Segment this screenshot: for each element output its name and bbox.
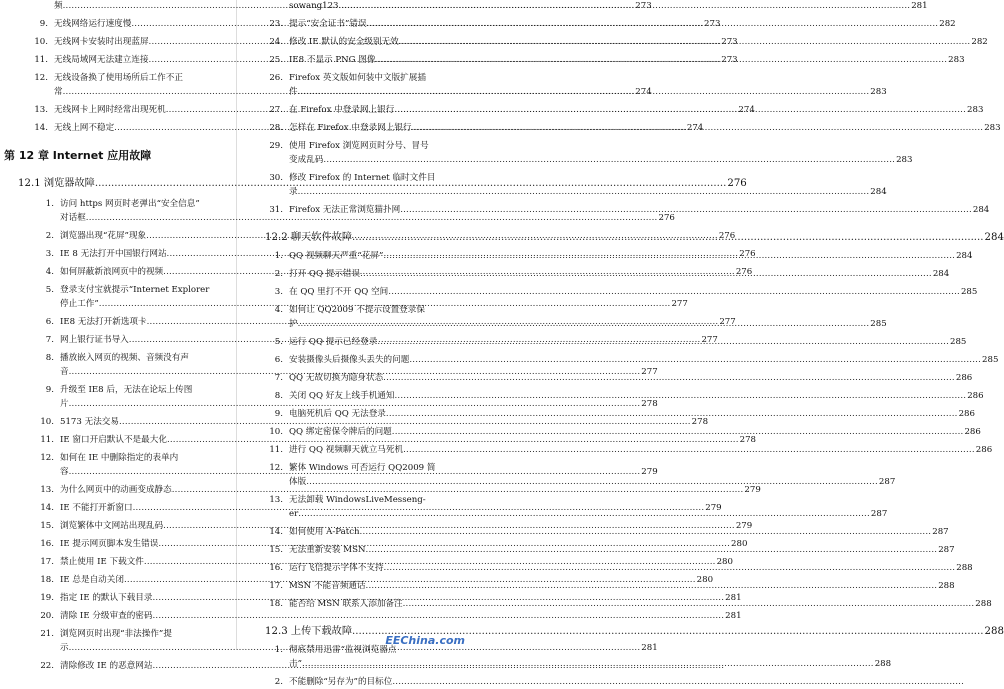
- toc-entry-title: 停止工作”: [60, 299, 99, 309]
- leader-dots: [360, 525, 932, 539]
- toc-entry-title: 如何让 QQ2009 不提示设置登录保: [289, 305, 425, 315]
- toc-entry-page: 286: [975, 445, 993, 455]
- toc-entry-page: 280: [716, 557, 733, 567]
- leader-dots: [400, 203, 972, 217]
- toc-entry-title: 音: [60, 367, 69, 377]
- toc-entry-title: 片: [60, 399, 69, 409]
- toc-entry-number: 3.: [45, 249, 54, 259]
- leader-dots: [392, 675, 964, 689]
- toc-entry-page: 283: [870, 87, 887, 97]
- leader-dots: [388, 285, 960, 299]
- toc-entry-title: 浏览器出现“花屏”现象: [60, 231, 147, 241]
- toc-entry-page: 283: [896, 155, 913, 165]
- toc-entry-number: 19.: [40, 593, 54, 603]
- toc-entry-title: 禁止使用 IE 下载文件: [60, 557, 144, 567]
- toc-entry-title: IE 8 无法打开中国银行网站: [60, 249, 167, 259]
- toc-entry-number: 25.: [269, 55, 283, 65]
- leader-dots: [392, 425, 964, 439]
- toc-entry-number: 21.: [40, 629, 54, 639]
- toc-entry-number: 12.: [40, 453, 54, 463]
- leader-dots: [323, 153, 895, 167]
- leader-dots: [298, 507, 870, 521]
- toc-entry-number: 24.: [269, 37, 283, 47]
- toc-entry-page: 285: [870, 319, 887, 329]
- toc-entry-title: 在 Firefox 中登录网上银行: [289, 105, 395, 115]
- leader-dots: [386, 407, 958, 421]
- toc-entry-page: 281: [725, 593, 742, 603]
- toc-entry-number: 17.: [40, 557, 54, 567]
- toc-entry-number: 6.: [45, 317, 54, 327]
- leader-dots: [367, 17, 939, 31]
- toc-entry-title: 关闭 QQ 好友上线手机通知: [289, 391, 395, 401]
- toc-entry-title: 彻底禁用迅雷“监视浏览器点: [289, 645, 397, 655]
- toc-entry-title: IE 总是自动关闭: [60, 575, 124, 585]
- toc-entry-page: 282: [939, 19, 956, 29]
- toc-entry-title: 如何使用 A-Patch: [289, 527, 360, 537]
- toc-entry-title: 能否给 MSN 联系人添加备注: [289, 599, 403, 609]
- toc-entry-number: 1.: [45, 199, 54, 209]
- toc-entry-page: 279: [735, 521, 753, 531]
- toc-entry-page: 277: [701, 335, 718, 345]
- toc-entry-number: 11.: [269, 445, 283, 455]
- toc-entry-page: 287: [932, 527, 949, 537]
- toc-entry-page: 277: [641, 367, 658, 377]
- toc-entry-page: 283: [967, 105, 984, 115]
- toc-entry-number: 13.: [40, 485, 54, 495]
- toc-entry-number: 10.: [40, 417, 54, 427]
- toc-entry-page: 283: [948, 55, 965, 65]
- toc-entry-page: 281: [911, 1, 928, 11]
- toc-entry-page: 276: [658, 213, 675, 223]
- leader-dots: [394, 103, 966, 117]
- chapter-title: 第 12 章 Internet 应用故障: [4, 149, 152, 162]
- toc-entry-page: 276: [718, 231, 736, 241]
- toc-entry-title: 打开 QQ 提示错误: [289, 269, 361, 279]
- toc-entry-title: 件: [289, 87, 298, 97]
- toc-entry-page: 286: [967, 391, 984, 401]
- toc-entry-number: 4.: [45, 267, 54, 277]
- leader-dots: [366, 579, 938, 593]
- toc-entry-page: 282: [971, 37, 988, 47]
- toc-entry-number: 10.: [34, 37, 48, 47]
- toc-entry-title: sowang123: [289, 1, 339, 11]
- toc-entry-number: 6.: [274, 355, 283, 365]
- toc-entry-number: 9.: [45, 385, 54, 395]
- leader-dots: [399, 35, 971, 49]
- toc-entry-page: 274: [738, 105, 755, 115]
- toc-entry-number: 15.: [40, 521, 54, 531]
- toc-entry-title: 如何屏蔽新浪网页中的视频: [60, 267, 164, 277]
- toc-entry-title: MSN 不能音频通话: [289, 581, 366, 591]
- toc-entry-page: 277: [719, 317, 736, 327]
- leader-dots: [395, 389, 967, 403]
- toc-entry-number: 14.: [269, 527, 283, 537]
- toc-entry-page: 286: [964, 427, 981, 437]
- leader-dots: [339, 0, 911, 13]
- toc-entry-number: 5.: [274, 337, 283, 347]
- toc-entry-title: 无法重新安装 MSN: [289, 545, 366, 555]
- watermark-logo: EEChina.com: [385, 634, 465, 647]
- toc-entry-page: 273: [704, 19, 721, 29]
- toc-entry-number: 30.: [269, 173, 283, 183]
- leader-dots: [298, 85, 870, 99]
- toc-entry-page: 284: [932, 269, 950, 279]
- toc-entry-page: 288: [874, 659, 892, 669]
- toc-entry-title: 变成乱码: [289, 155, 324, 165]
- toc-entry-title: 运行飞信提示字体不支持: [289, 563, 384, 573]
- toc-entry-title: Firefox 无法正常浏览猫扑网: [289, 205, 401, 215]
- toc-entry-page: 283: [984, 123, 1001, 133]
- toc-entry-title: 运行 QQ 提示已经登录: [289, 337, 378, 347]
- toc-entry-page: 288: [938, 581, 955, 591]
- toc-entry-page: 287: [938, 545, 955, 555]
- toc-entry-number: 18.: [40, 575, 54, 585]
- toc-entry-number: 4.: [274, 305, 283, 315]
- toc-entry-number: 13.: [269, 495, 283, 505]
- toc-entry-title: IE8 不显示 PNG 图像: [289, 55, 376, 65]
- toc-entry-title: 使用 Firefox 浏览网页时分号、冒号: [289, 141, 429, 151]
- toc-entry-title: 录: [289, 187, 298, 197]
- section-page: 284: [984, 232, 1004, 243]
- toc-entry-title: QQ 绑定密保令牌后的问题: [289, 427, 392, 437]
- toc-entry-page: 288: [956, 563, 973, 573]
- toc-entry-number: 7.: [45, 335, 54, 345]
- toc-entry-number: 18.: [269, 599, 283, 609]
- toc-entry-title: 为什么网页中的动画变成静态: [60, 485, 172, 495]
- toc-entry-number: 13.: [34, 105, 48, 115]
- toc-entry-title: QQ 无故切换为隐身状态: [289, 373, 384, 383]
- toc-entry-page: 284: [870, 187, 887, 197]
- leader-dots: [302, 657, 874, 671]
- leader-dots: [352, 232, 983, 243]
- toc-entry-title: 清除 IE 分级审查的密码: [60, 611, 153, 621]
- leader-dots: [306, 475, 878, 489]
- toc-entry-title: 体版: [289, 477, 307, 487]
- toc-entry-number: 2.: [274, 269, 283, 279]
- toc-entry-page: 285: [982, 355, 999, 365]
- toc-entry-title: 播放嵌入网页的视频、音频没有声: [60, 353, 189, 363]
- toc-entry-page: 285: [950, 337, 967, 347]
- section-title: 12.1 浏览器故障: [18, 178, 95, 189]
- toc-entry-number: 9.: [274, 409, 283, 419]
- toc-entry-title: IE 窗口开启默认不是最大化: [60, 435, 167, 445]
- toc-entry-number: 11.: [40, 435, 54, 445]
- toc-entry-number: 7.: [274, 373, 283, 383]
- toc-entry-page: 280: [731, 539, 748, 549]
- toc-entry-page: 278: [739, 435, 757, 445]
- leader-dots: [383, 249, 955, 263]
- toc-entry-number: 23.: [269, 19, 283, 29]
- toc-entry-title: 升级至 IE8 后，无法在论坛上传图: [60, 385, 193, 395]
- toc-entry-title: 无线网络运行速度慢: [54, 19, 132, 29]
- leader-dots: [403, 597, 975, 611]
- toc-entry-title: 常: [54, 87, 63, 97]
- toc-entry-title: 繁体 Windows 可否运行 QQ2009 简: [289, 463, 436, 473]
- leader-dots: [409, 353, 981, 367]
- leader-dots: [384, 561, 956, 575]
- toc-entry-page: 281: [725, 611, 742, 621]
- toc-entry-title: 指定 IE 的默认下载目录: [60, 593, 153, 603]
- toc-entry-page: 278: [641, 399, 658, 409]
- toc-entry-number: 8.: [274, 391, 283, 401]
- toc-entry-page: 276: [739, 249, 756, 259]
- section-page: 276: [727, 178, 747, 189]
- toc-entry-number: 11.: [34, 55, 48, 65]
- toc-entry-title: 容: [60, 467, 69, 477]
- toc-entry-number: 2.: [45, 231, 54, 241]
- toc-entry-title: 护: [289, 319, 298, 329]
- toc-entry-title: 提示“安全证书”错误: [289, 19, 367, 29]
- toc-entry-title: 访问 https 网页时老弹出“安全信息”: [60, 199, 200, 209]
- toc-entry-number: 12.: [34, 73, 48, 83]
- toc-entry-title: 在 QQ 里打不开 QQ 空间: [289, 287, 389, 297]
- toc-entry-page: 279: [705, 503, 722, 513]
- toc-entry-title: 清除修改 IE 的恶意网站: [60, 661, 153, 671]
- toc-entry-page: 279: [744, 485, 761, 495]
- toc-entry-page: 280: [696, 575, 714, 585]
- toc-entry-page: 287: [870, 509, 888, 519]
- toc-entry-page: 273: [721, 37, 738, 47]
- leader-dots: [377, 335, 949, 349]
- toc-entry-title: 无线网卡上网时经常出现死机: [54, 105, 166, 115]
- toc-entry-page: 273: [721, 55, 738, 65]
- toc-entry-number: 1.: [274, 645, 283, 655]
- toc-entry-title: 无线设备换了使用场所后工作不正: [54, 73, 183, 83]
- toc-entry-page: 279: [641, 467, 658, 477]
- toc-entry-number: 16.: [269, 563, 283, 573]
- toc-entry-title: 浏览繁体中文网站出现乱码: [60, 521, 164, 531]
- leader-dots: [360, 267, 932, 281]
- toc-entry-title: 浏览网页时出现“非法操作”提: [60, 629, 172, 639]
- toc-entry-page: 281: [641, 643, 658, 653]
- leader-dots: [298, 317, 870, 331]
- leader-dots: [375, 53, 947, 67]
- toc-entry-title: 电脑死机后 QQ 无法登录: [289, 409, 386, 419]
- toc-entry-title: 击”: [289, 659, 302, 669]
- toc-entry-title: 频: [54, 1, 63, 11]
- toc-entry-number: 12.: [269, 463, 283, 473]
- toc-entry-page: 284: [956, 251, 973, 261]
- toc-entry-title: 网上银行证书导入: [60, 335, 129, 345]
- toc-entry-number: 5.: [45, 285, 54, 295]
- toc-entry-page: 285: [960, 287, 978, 297]
- section-page: 288: [984, 626, 1004, 637]
- toc-entry-title: 修改 Firefox 的 Internet 临时文件目: [289, 173, 436, 183]
- section-title: 12.3 上传下载故障: [265, 626, 353, 637]
- toc-entry-title: 无线上网不稳定: [54, 123, 115, 133]
- toc-entry-page: 288: [975, 599, 992, 609]
- toc-entry-page: 278: [691, 417, 709, 427]
- leader-dots: [412, 121, 984, 135]
- toc-entry-title: 无线局域网无法建立连接: [54, 55, 149, 65]
- toc-entry-page: 274: [635, 87, 652, 97]
- toc-entry-number: 27.: [269, 105, 283, 115]
- toc-entry-title: 如何在 IE 中删除指定的表单内: [60, 453, 179, 463]
- toc-entry-title: IE 不能打开新窗口: [60, 503, 133, 513]
- toc-entry-title: 怎样在 Firefox 中登录网上银行: [289, 123, 412, 133]
- toc-entry-title: 进行 QQ 视频聊天就立马死机: [289, 445, 404, 455]
- toc-entry-number: 10.: [269, 427, 283, 437]
- toc-entry-title: 安装摄像头后摄像头丢失的问题: [289, 355, 410, 365]
- toc-entry-number: 22.: [40, 661, 54, 671]
- section-title: 12.2 聊天软件故障: [265, 232, 353, 243]
- toc-entry-title: 不能删除“另存为”的目标位: [289, 677, 393, 687]
- toc-entry-number: 29.: [269, 141, 283, 151]
- toc-entry-number: 20.: [40, 611, 54, 621]
- toc-entry-number: 8.: [45, 353, 54, 363]
- toc-entry-page: 276: [735, 267, 753, 277]
- leader-dots: [403, 443, 975, 457]
- toc-entry-number: 28.: [269, 123, 283, 133]
- toc-entry-page: 277: [671, 299, 688, 309]
- toc-entry-number: 31.: [269, 205, 283, 215]
- toc-entry-title: IE 提示网页脚本发生错误: [60, 539, 159, 549]
- leader-dots: [298, 185, 870, 199]
- toc-entry-number: 15.: [269, 545, 283, 555]
- toc-entry-number: 1.: [274, 251, 283, 261]
- toc-entry-page: 273: [635, 1, 652, 11]
- toc-entry-title: IE8 无法打开新选项卡: [60, 317, 147, 327]
- toc-entry-number: 9.: [39, 19, 48, 29]
- leader-dots: [366, 543, 938, 557]
- toc-entry-title: 修改 IE 默认的安全级别无效: [289, 37, 399, 47]
- toc-entry-title: 示: [60, 643, 69, 653]
- toc-entry-title: 无法卸载 WindowsLiveMesseng-: [289, 495, 426, 505]
- toc-entry-title: er: [289, 509, 299, 519]
- toc-entry-title: 5173 无法交易: [60, 417, 119, 427]
- toc-entry-page: 286: [958, 409, 975, 419]
- toc-entry-number: 14.: [40, 503, 54, 513]
- toc-entry-title: 无线网卡安装时出现蓝屏: [54, 37, 149, 47]
- toc-entry-title: 登录支付宝就提示“Internet Explorer: [60, 285, 210, 295]
- toc-entry-title: QQ 视频聊天严重“花屏”: [289, 251, 384, 261]
- toc-entry-number: 3.: [274, 287, 283, 297]
- leader-dots: [383, 371, 955, 385]
- toc-entry-title: Firefox 英文版如何装中文版扩展插: [289, 73, 426, 83]
- toc-entry-number: 14.: [34, 123, 48, 133]
- toc-entry-page: 274: [686, 123, 704, 133]
- toc-entry-number: 26.: [269, 73, 283, 83]
- toc-entry-number: 17.: [269, 581, 283, 591]
- toc-entry-page: 286: [955, 373, 973, 383]
- toc-entry-page: 284: [972, 205, 990, 215]
- toc-entry-page: 287: [878, 477, 896, 487]
- toc-entry-number: 16.: [40, 539, 54, 549]
- toc-entry-number: 2.: [274, 677, 283, 687]
- toc-entry-title: 对话框: [60, 213, 86, 223]
